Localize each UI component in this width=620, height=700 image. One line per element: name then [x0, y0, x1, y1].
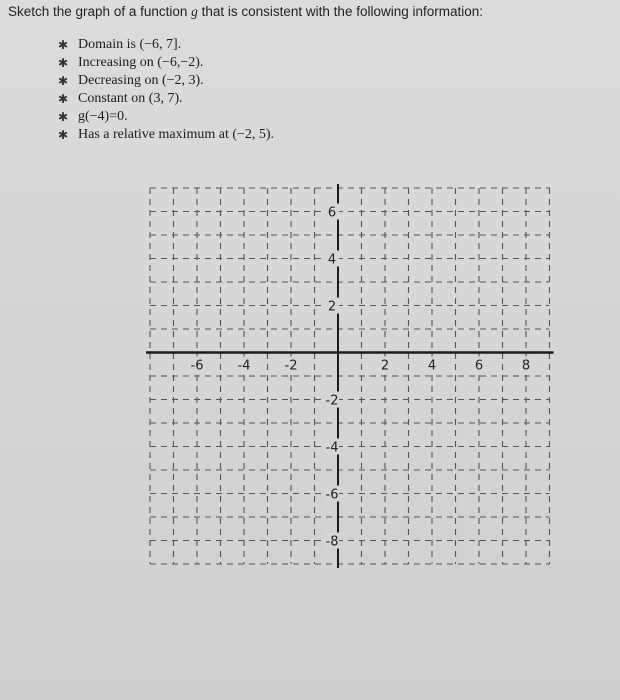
y-tick-label: -8 — [325, 534, 339, 550]
condition-item — [58, 72, 274, 90]
condition-text: g(−4)=0. — [78, 109, 128, 124]
x-tick-label: -4 — [237, 358, 251, 374]
problem-statement-rest: that is consistent with the following information: — [197, 4, 484, 19]
y-tick-label: 6 — [327, 205, 337, 221]
x-tick-label: 8 — [521, 358, 531, 374]
condition-text: Increasing on (−6,−2). — [78, 55, 204, 70]
bullet-star-icon: ✱ — [58, 56, 69, 70]
x-tick-label: 2 — [380, 358, 390, 374]
x-tick-label: 6 — [474, 358, 484, 374]
y-tick-label: 4 — [327, 252, 337, 268]
bullet-star-icon: ✱ — [58, 74, 69, 88]
condition-item — [58, 54, 274, 72]
condition-item — [58, 90, 274, 108]
function-name: g — [191, 4, 198, 19]
bullet-star-icon: ✱ — [58, 110, 69, 124]
condition-text: Domain is (−6, 7]. — [78, 37, 182, 52]
bullet-star-icon: ✱ — [58, 38, 69, 52]
conditions-list — [58, 36, 274, 144]
condition-text: Decreasing on (−2, 3). — [78, 73, 204, 88]
problem-statement-lead: Sketch the graph of a function — [8, 4, 192, 19]
problem-statement — [8, 4, 483, 20]
x-tick-label: -6 — [190, 358, 204, 374]
condition-item — [58, 36, 274, 54]
coordinate-grid[interactable] — [140, 180, 572, 580]
condition-text: Constant on (3, 7). — [78, 91, 183, 106]
bullet-star-icon: ✱ — [58, 92, 69, 106]
y-tick-label: 2 — [327, 299, 337, 315]
condition-item — [58, 126, 274, 144]
y-tick-label: -6 — [325, 487, 339, 503]
x-tick-label: 4 — [427, 358, 437, 374]
x-tick-label: -2 — [284, 358, 298, 374]
y-tick-label: -4 — [325, 440, 339, 456]
condition-item — [58, 108, 274, 126]
condition-text: Has a relative maximum at (−2, 5). — [78, 127, 275, 142]
y-tick-label: -2 — [325, 393, 339, 409]
bullet-star-icon: ✱ — [58, 128, 69, 142]
